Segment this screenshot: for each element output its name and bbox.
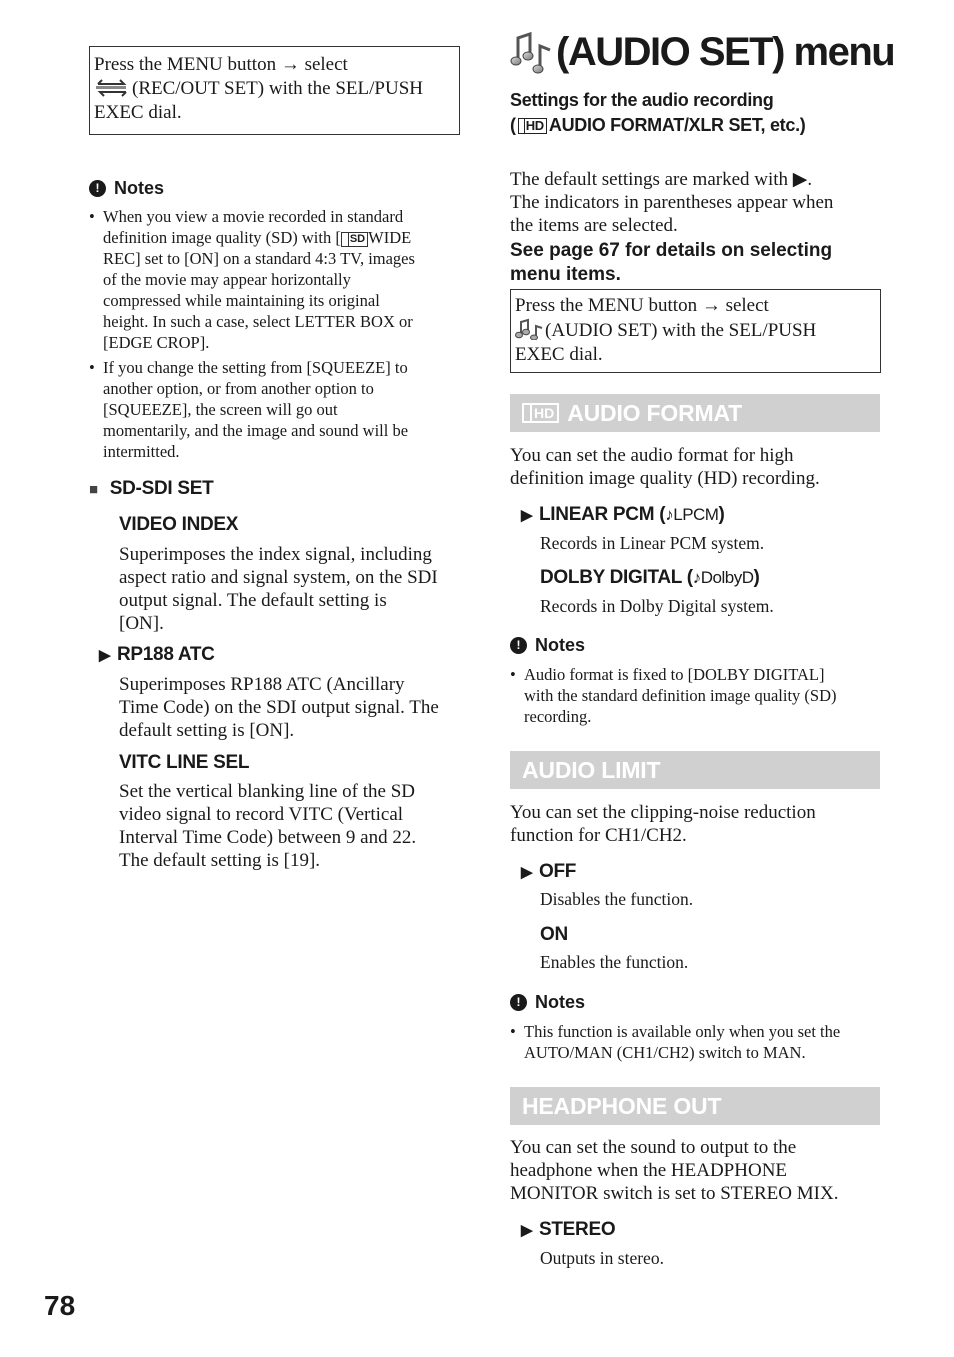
notes-title: Notes [535, 992, 586, 1012]
intro-text [510, 168, 890, 237]
menu-instruction: Press the MENU button [515, 295, 698, 316]
sd-wide-icon [341, 232, 368, 247]
note-line: • If you change the setting from [SQUEEZE] to [103, 358, 408, 377]
note-line: height. In such a case, select LETTER BOX or [103, 312, 413, 331]
note-line: • This function is available only when you set the [524, 1022, 841, 1041]
default-marker-icon: ▶ [99, 647, 111, 664]
menu-instruction-2: (AUDIO SET) with the SEL/PUSH [545, 320, 817, 341]
note-line: AUTO/MAN (CH1/CH2) switch to MAN. [524, 1043, 806, 1062]
video-index-title [119, 514, 238, 536]
intro-line: The indicators in parentheses appear when [510, 192, 834, 213]
default-marker-icon: ▶ [521, 1222, 533, 1239]
select-text: select [304, 54, 348, 75]
desc-line: You can set the audio format for high [510, 445, 794, 466]
bar-title: HEADPHONE OUT [522, 1092, 722, 1119]
note-line: • Audio format is fixed to [DOLBY DIGITAL] [524, 665, 825, 684]
stereo-desc: Outputs in stereo. [540, 1248, 664, 1268]
see-page-note [510, 239, 832, 287]
desc-line: aspect ratio and signal system, on the SDI [119, 567, 438, 588]
bar-title: AUDIO LIMIT [522, 756, 661, 783]
arrow-glyph: → [701, 295, 721, 316]
notes-heading [510, 635, 585, 656]
desc-line: You can set the sound to output to the [510, 1137, 797, 1158]
desc-line: You can set the clipping-noise reduction [510, 802, 816, 823]
page-number: 78 [44, 1290, 76, 1321]
notes-list [89, 206, 461, 462]
notes-icon: ! [510, 637, 527, 654]
dolby-digital-desc: Records in Dolby Digital system. [540, 596, 774, 616]
desc-line: [ON]. [119, 613, 164, 634]
rp188-atc-desc [119, 673, 464, 742]
desc-line: Time Code) on the SDI output signal. The [119, 697, 439, 718]
desc-line: Set the vertical blanking line of the SD [119, 781, 416, 802]
subtitle-paren: ( [510, 115, 516, 135]
subtitle-line: AUDIO FORMAT/XLR SET, etc.) [548, 115, 806, 135]
note-line: with the standard definition image quality (SD) [524, 686, 837, 705]
notes-title: Notes [535, 635, 586, 655]
see-page-line: See page 67 for details on selecting [510, 240, 833, 261]
audio-notes-small-icon [515, 318, 545, 340]
menu-instruction-3: EXEC dial. [94, 102, 182, 123]
default-marker-icon: ▶ [521, 864, 533, 881]
intro-line: the items are selected. [510, 215, 678, 236]
page-title-text: (AUDIO SET) menu [556, 30, 895, 74]
section-title: SD-SDI SET [109, 478, 214, 499]
stereo-option [521, 1219, 615, 1241]
hd-badge-label: HD [534, 405, 555, 421]
see-page-line: menu items. [510, 264, 621, 285]
video-index-desc [119, 543, 464, 635]
bar-title: AUDIO FORMAT [567, 399, 742, 426]
audio-format-bar [510, 394, 880, 432]
option-title: LINEAR PCM ( [539, 504, 666, 525]
notes-icon: ! [510, 994, 527, 1011]
desc-line: The default setting is [19]. [119, 850, 321, 871]
sd-badge-label: SD [349, 233, 366, 245]
linear-pcm-option [521, 504, 725, 526]
item-title-text: RP188 ATC [117, 644, 215, 665]
desc-line: MONITOR switch is set to STEREO MIX. [510, 1183, 839, 1204]
audio-format-desc [510, 444, 890, 490]
on-option [540, 924, 568, 946]
note-line: another option, or from another option to [103, 379, 374, 398]
notes-icon: ! [89, 180, 106, 197]
option-title: STEREO [539, 1219, 616, 1240]
menu-instruction-2: (REC/OUT SET) with the SEL/PUSH [132, 78, 423, 99]
menu-instruction: Press the MENU button [94, 54, 277, 75]
intro-line: The default settings are marked with ▶. [510, 169, 813, 190]
item-title-text: VIDEO INDEX [119, 514, 239, 535]
page-title [510, 30, 894, 74]
square-marker: ■ [89, 481, 98, 498]
note-item [510, 664, 890, 727]
subtitle [510, 88, 805, 138]
rec-out-set-icon [94, 79, 130, 97]
option-title: ON [540, 924, 568, 945]
vitc-line-sel-desc [119, 780, 464, 872]
notes-list [510, 664, 890, 727]
note-line: • When you view a movie recorded in standard [103, 207, 404, 226]
dolby-digital-option [540, 567, 760, 589]
audio-limit-desc [510, 801, 890, 847]
note-line: [EDGE CROP]. [103, 333, 210, 352]
subtitle-line: Settings for the audio recording [510, 90, 774, 110]
note-line: compressed while maintaining its original [103, 291, 380, 310]
notes-heading [89, 178, 164, 199]
option-close-paren: ) [753, 567, 760, 588]
note-item [89, 357, 461, 462]
desc-line: Superimposes the index signal, including [119, 544, 432, 565]
desc-line: function for CH1/CH2. [510, 825, 687, 846]
desc-line: video signal to record VITC (Vertical [119, 804, 404, 825]
menu-instruction-3: EXEC dial. [515, 344, 603, 365]
note-item [510, 1021, 890, 1063]
hd-icon [518, 118, 547, 134]
note-item [89, 206, 461, 353]
default-marker-icon: ▶ [521, 507, 533, 524]
note-line: REC] set to [ON] on a standard 4:3 TV, images [103, 249, 415, 268]
note-line: definition image quality (SD) with [ [103, 228, 341, 247]
rec-out-menu-box [89, 46, 460, 135]
note-line: recording. [524, 707, 592, 726]
note-line: of the movie may appear horizontally [103, 270, 351, 289]
notes-list [510, 1021, 890, 1063]
on-desc: Enables the function. [540, 952, 689, 972]
audio-notes-icon [510, 30, 556, 74]
dolbyd-indicator-icon: ♪DolbyD [692, 568, 754, 587]
item-title-text: VITC LINE SEL [119, 752, 250, 773]
note-line: [SQUEEZE], the screen will go out [103, 400, 338, 419]
select-text: select [725, 295, 769, 316]
audio-set-menu-box [510, 289, 881, 373]
desc-line: default setting is [ON]. [119, 720, 295, 741]
sd-sdi-set-heading [89, 478, 213, 500]
hd-icon [522, 403, 559, 423]
rp188-atc-title [99, 644, 215, 666]
vitc-line-sel-title [119, 752, 249, 774]
desc-line: Interval Time Code) between 9 and 22. [119, 827, 417, 848]
headphone-out-desc [510, 1136, 890, 1205]
notes-heading [510, 992, 585, 1013]
notes-title: Notes [114, 178, 165, 198]
note-line: intermitted. [103, 442, 180, 461]
desc-line: headphone when the HEADPHONE [510, 1160, 788, 1181]
off-desc: Disables the function. [540, 889, 694, 909]
note-line: WIDE [368, 228, 412, 247]
off-option [521, 861, 576, 883]
audio-limit-bar [510, 751, 880, 789]
option-title: DOLBY DIGITAL ( [540, 567, 693, 588]
option-close-paren: ) [718, 504, 725, 525]
linear-pcm-desc: Records in Linear PCM system. [540, 533, 765, 553]
headphone-out-bar [510, 1087, 880, 1125]
desc-line: Superimposes RP188 ATC (Ancillary [119, 674, 405, 695]
desc-line: output signal. The default setting is [119, 590, 387, 611]
note-line: momentarily, and the image and sound will be [103, 421, 409, 440]
arrow-glyph: → [280, 54, 300, 75]
desc-line: definition image quality (HD) recording. [510, 468, 820, 489]
lpcm-indicator-icon: ♪LPCM [665, 505, 719, 524]
hd-badge-label: HD [525, 118, 544, 133]
option-title: OFF [539, 861, 577, 882]
